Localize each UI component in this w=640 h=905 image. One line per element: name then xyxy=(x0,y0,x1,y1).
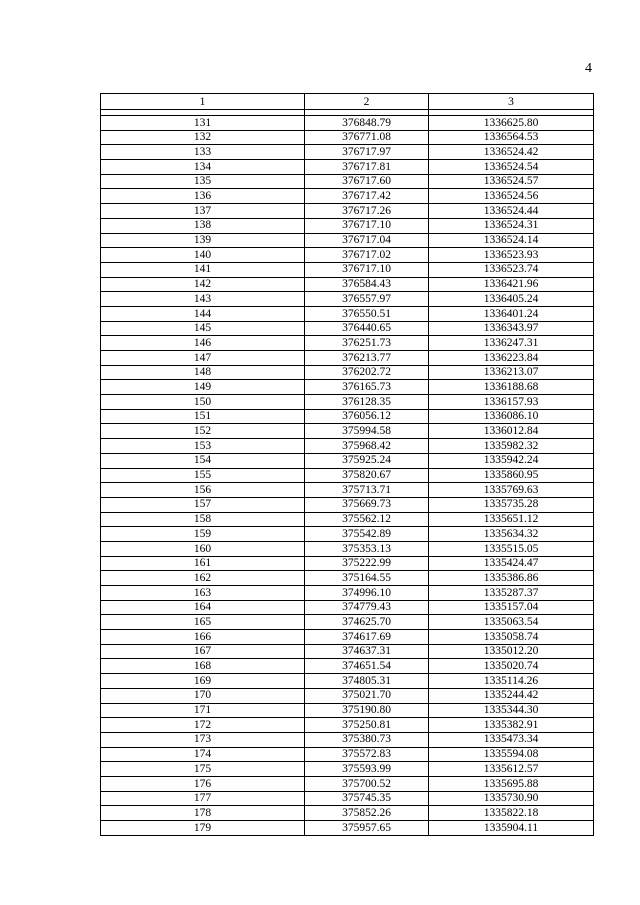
y-coordinate-cell: 1335515.05 xyxy=(429,541,594,556)
table-row xyxy=(101,130,594,145)
x-coordinate-cell: 376717.42 xyxy=(305,189,429,204)
table-row xyxy=(101,351,594,366)
x-coordinate-cell: 376557.97 xyxy=(305,292,429,307)
x-coordinate-cell: 376165.73 xyxy=(305,380,429,395)
y-coordinate-cell: 1336401.24 xyxy=(429,306,594,321)
x-coordinate-cell: 374637.31 xyxy=(305,644,429,659)
table-row xyxy=(101,571,594,586)
y-coordinate-cell: 1335612.57 xyxy=(429,762,594,777)
y-coordinate-cell: 1335735.28 xyxy=(429,497,594,512)
table-row xyxy=(101,821,594,836)
x-coordinate-cell: 375994.58 xyxy=(305,424,429,439)
x-coordinate-cell: 376251.73 xyxy=(305,336,429,351)
y-coordinate-cell: 1335651.12 xyxy=(429,512,594,527)
y-coordinate-cell: 1335386.86 xyxy=(429,571,594,586)
table-row xyxy=(101,791,594,806)
x-coordinate-cell: 375700.52 xyxy=(305,776,429,791)
point-number-cell: 137 xyxy=(101,204,305,219)
x-coordinate-cell: 376771.08 xyxy=(305,130,429,145)
table-row xyxy=(101,160,594,175)
x-coordinate-cell: 375353.13 xyxy=(305,541,429,556)
table-row xyxy=(101,703,594,718)
table-row xyxy=(101,439,594,454)
point-number-cell: 174 xyxy=(101,747,305,762)
x-coordinate-cell: 376213.77 xyxy=(305,351,429,366)
table-row xyxy=(101,512,594,527)
x-coordinate-cell: 376717.04 xyxy=(305,233,429,248)
table-row xyxy=(101,292,594,307)
point-number-cell: 148 xyxy=(101,365,305,380)
column-header-1: 1 xyxy=(101,94,305,110)
table-row xyxy=(101,468,594,483)
x-coordinate-cell: 376128.35 xyxy=(305,395,429,410)
x-coordinate-cell: 375820.67 xyxy=(305,468,429,483)
x-coordinate-cell: 376717.02 xyxy=(305,248,429,263)
point-number-cell: 146 xyxy=(101,336,305,351)
x-coordinate-cell: 375250.81 xyxy=(305,718,429,733)
table-row xyxy=(101,556,594,571)
table-header-row xyxy=(101,94,594,110)
y-coordinate-cell: 1336421.96 xyxy=(429,277,594,292)
point-number-cell: 169 xyxy=(101,674,305,689)
y-coordinate-cell: 1336012.84 xyxy=(429,424,594,439)
point-number-cell: 152 xyxy=(101,424,305,439)
x-coordinate-cell: 375562.12 xyxy=(305,512,429,527)
point-number-cell: 153 xyxy=(101,439,305,454)
table-row xyxy=(101,336,594,351)
point-number-cell: 138 xyxy=(101,218,305,233)
point-number-cell: 139 xyxy=(101,233,305,248)
point-number-cell: 145 xyxy=(101,321,305,336)
x-coordinate-cell: 375852.26 xyxy=(305,806,429,821)
y-coordinate-cell: 1336188.68 xyxy=(429,380,594,395)
y-coordinate-cell: 1335114.26 xyxy=(429,674,594,689)
point-number-cell: 143 xyxy=(101,292,305,307)
point-number-cell: 133 xyxy=(101,145,305,160)
point-number-cell: 149 xyxy=(101,380,305,395)
table-row xyxy=(101,233,594,248)
table-row xyxy=(101,116,594,131)
y-coordinate-cell: 1335982.32 xyxy=(429,439,594,454)
point-number-cell: 154 xyxy=(101,453,305,468)
table-row xyxy=(101,586,594,601)
y-coordinate-cell: 1336405.24 xyxy=(429,292,594,307)
point-number-cell: 167 xyxy=(101,644,305,659)
point-number-cell: 150 xyxy=(101,395,305,410)
y-coordinate-cell: 1335012.20 xyxy=(429,644,594,659)
y-coordinate-cell: 1336523.93 xyxy=(429,248,594,263)
table-row xyxy=(101,277,594,292)
x-coordinate-cell: 376717.10 xyxy=(305,262,429,277)
x-coordinate-cell: 374625.70 xyxy=(305,615,429,630)
table-row xyxy=(101,365,594,380)
table-row xyxy=(101,497,594,512)
table-row xyxy=(101,262,594,277)
table-row xyxy=(101,453,594,468)
table-row xyxy=(101,409,594,424)
point-number-cell: 155 xyxy=(101,468,305,483)
y-coordinate-cell: 1335424.47 xyxy=(429,556,594,571)
point-number-cell: 165 xyxy=(101,615,305,630)
table-row xyxy=(101,380,594,395)
x-coordinate-cell: 374805.31 xyxy=(305,674,429,689)
y-coordinate-cell: 1335904.11 xyxy=(429,821,594,836)
y-coordinate-cell: 1336523.74 xyxy=(429,262,594,277)
point-number-cell: 131 xyxy=(101,116,305,131)
y-coordinate-cell: 1336524.56 xyxy=(429,189,594,204)
y-coordinate-cell: 1336213.07 xyxy=(429,365,594,380)
point-number-cell: 140 xyxy=(101,248,305,263)
point-number-cell: 171 xyxy=(101,703,305,718)
table-body xyxy=(101,110,594,836)
x-coordinate-cell: 375021.70 xyxy=(305,688,429,703)
y-coordinate-cell: 1336086.10 xyxy=(429,409,594,424)
table-row xyxy=(101,600,594,615)
y-coordinate-cell: 1335473.34 xyxy=(429,732,594,747)
table-row xyxy=(101,688,594,703)
x-coordinate-cell: 376202.72 xyxy=(305,365,429,380)
table-row xyxy=(101,541,594,556)
point-number-cell: 161 xyxy=(101,556,305,571)
x-coordinate-cell: 375542.89 xyxy=(305,527,429,542)
x-coordinate-cell: 374779.43 xyxy=(305,600,429,615)
x-coordinate-cell: 375222.99 xyxy=(305,556,429,571)
column-header-2: 2 xyxy=(305,94,429,110)
y-coordinate-cell: 1336157.93 xyxy=(429,395,594,410)
y-coordinate-cell: 1336524.44 xyxy=(429,204,594,219)
table-row xyxy=(101,174,594,189)
point-number-cell: 141 xyxy=(101,262,305,277)
table-row xyxy=(101,321,594,336)
y-coordinate-cell: 1336564.53 xyxy=(429,130,594,145)
y-coordinate-cell: 1335287.37 xyxy=(429,586,594,601)
x-coordinate-cell: 374651.54 xyxy=(305,659,429,674)
table-row xyxy=(101,248,594,263)
y-coordinate-cell: 1336247.31 xyxy=(429,336,594,351)
point-number-cell: 147 xyxy=(101,351,305,366)
table-row xyxy=(101,732,594,747)
x-coordinate-cell: 374996.10 xyxy=(305,586,429,601)
x-coordinate-cell: 376440.65 xyxy=(305,321,429,336)
table-row xyxy=(101,395,594,410)
x-coordinate-cell: 375380.73 xyxy=(305,732,429,747)
y-coordinate-cell: 1335769.63 xyxy=(429,483,594,498)
point-number-cell: 151 xyxy=(101,409,305,424)
y-coordinate-cell: 1335634.32 xyxy=(429,527,594,542)
y-coordinate-cell: 1336223.84 xyxy=(429,351,594,366)
table-row xyxy=(101,776,594,791)
y-coordinate-cell: 1335020.74 xyxy=(429,659,594,674)
point-number-cell: 168 xyxy=(101,659,305,674)
table-row xyxy=(101,718,594,733)
table-row xyxy=(101,424,594,439)
point-number-cell: 156 xyxy=(101,483,305,498)
y-coordinate-cell: 1335942.24 xyxy=(429,453,594,468)
x-coordinate-cell: 375713.71 xyxy=(305,483,429,498)
x-coordinate-cell: 376717.81 xyxy=(305,160,429,175)
x-coordinate-cell: 375593.99 xyxy=(305,762,429,777)
y-coordinate-cell: 1336343.97 xyxy=(429,321,594,336)
x-coordinate-cell: 376717.10 xyxy=(305,218,429,233)
table-row xyxy=(101,483,594,498)
point-number-cell: 176 xyxy=(101,776,305,791)
point-number-cell: 163 xyxy=(101,586,305,601)
x-coordinate-cell: 376717.26 xyxy=(305,204,429,219)
y-coordinate-cell: 1335058.74 xyxy=(429,630,594,645)
table-row xyxy=(101,674,594,689)
point-number-cell: 162 xyxy=(101,571,305,586)
table-row xyxy=(101,762,594,777)
x-coordinate-cell: 375968.42 xyxy=(305,439,429,454)
y-coordinate-cell: 1335344.30 xyxy=(429,703,594,718)
point-number-cell: 132 xyxy=(101,130,305,145)
x-coordinate-cell: 375190.80 xyxy=(305,703,429,718)
x-coordinate-cell: 375164.55 xyxy=(305,571,429,586)
x-coordinate-cell: 376056.12 xyxy=(305,409,429,424)
y-coordinate-cell: 1335730.90 xyxy=(429,791,594,806)
point-number-cell: 170 xyxy=(101,688,305,703)
point-number-cell: 157 xyxy=(101,497,305,512)
y-coordinate-cell: 1336524.42 xyxy=(429,145,594,160)
x-coordinate-cell: 375745.35 xyxy=(305,791,429,806)
x-coordinate-cell: 375572.83 xyxy=(305,747,429,762)
point-number-cell: 179 xyxy=(101,821,305,836)
x-coordinate-cell: 376848.79 xyxy=(305,116,429,131)
table-row xyxy=(101,747,594,762)
table-row xyxy=(101,204,594,219)
x-coordinate-cell: 375669.73 xyxy=(305,497,429,512)
y-coordinate-cell: 1335063.54 xyxy=(429,615,594,630)
table-row xyxy=(101,527,594,542)
page-number: 4 xyxy=(585,61,592,76)
table-row xyxy=(101,615,594,630)
point-number-cell: 164 xyxy=(101,600,305,615)
table-row xyxy=(101,306,594,321)
point-number-cell: 160 xyxy=(101,541,305,556)
point-number-cell: 175 xyxy=(101,762,305,777)
y-coordinate-cell: 1336524.14 xyxy=(429,233,594,248)
point-number-cell: 177 xyxy=(101,791,305,806)
table-row xyxy=(101,630,594,645)
point-number-cell: 142 xyxy=(101,277,305,292)
y-coordinate-cell: 1336625.80 xyxy=(429,116,594,131)
x-coordinate-cell: 374617.69 xyxy=(305,630,429,645)
point-number-cell: 172 xyxy=(101,718,305,733)
point-number-cell: 178 xyxy=(101,806,305,821)
point-number-cell: 159 xyxy=(101,527,305,542)
x-coordinate-cell: 376717.60 xyxy=(305,174,429,189)
point-number-cell: 158 xyxy=(101,512,305,527)
x-coordinate-cell: 376717.97 xyxy=(305,145,429,160)
y-coordinate-cell: 1335157.04 xyxy=(429,600,594,615)
table-row xyxy=(101,659,594,674)
y-coordinate-cell: 1336524.31 xyxy=(429,218,594,233)
x-coordinate-cell: 375957.65 xyxy=(305,821,429,836)
y-coordinate-cell: 1336524.54 xyxy=(429,160,594,175)
table-row xyxy=(101,218,594,233)
point-number-cell: 173 xyxy=(101,732,305,747)
y-coordinate-cell: 1335822.18 xyxy=(429,806,594,821)
y-coordinate-cell: 1335244.42 xyxy=(429,688,594,703)
column-header-3: 3 xyxy=(429,94,594,110)
y-coordinate-cell: 1335594.08 xyxy=(429,747,594,762)
y-coordinate-cell: 1335382.91 xyxy=(429,718,594,733)
y-coordinate-cell: 1335695.88 xyxy=(429,776,594,791)
y-coordinate-cell: 1335860.95 xyxy=(429,468,594,483)
point-number-cell: 134 xyxy=(101,160,305,175)
table-row xyxy=(101,644,594,659)
point-number-cell: 136 xyxy=(101,189,305,204)
table-row xyxy=(101,189,594,204)
table-row xyxy=(101,806,594,821)
point-number-cell: 135 xyxy=(101,174,305,189)
x-coordinate-cell: 376584.43 xyxy=(305,277,429,292)
y-coordinate-cell: 1336524.57 xyxy=(429,174,594,189)
point-number-cell: 166 xyxy=(101,630,305,645)
table-row xyxy=(101,145,594,160)
point-number-cell: 144 xyxy=(101,306,305,321)
x-coordinate-cell: 376550.51 xyxy=(305,306,429,321)
coordinates-table xyxy=(100,93,594,836)
x-coordinate-cell: 375925.24 xyxy=(305,453,429,468)
